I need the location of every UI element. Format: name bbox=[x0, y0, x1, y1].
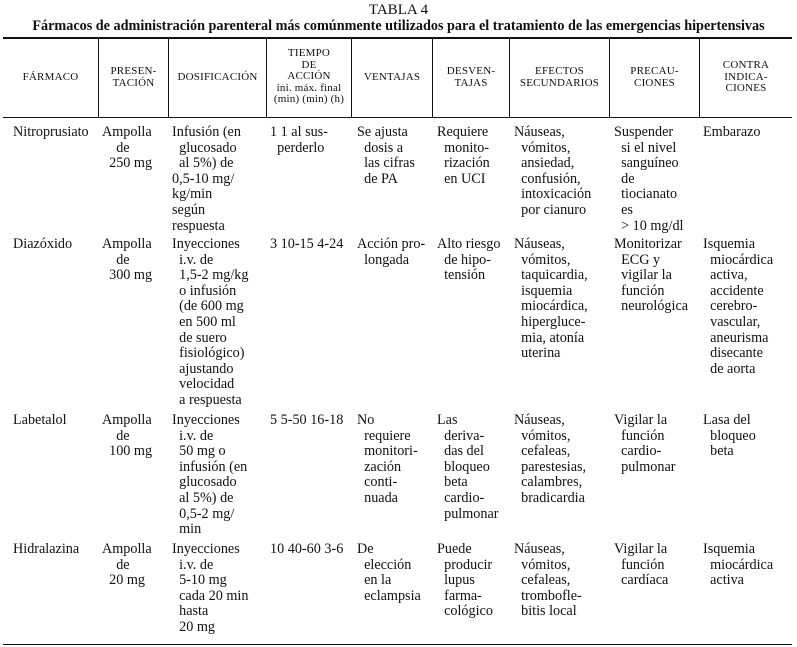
cell-ventajas: De elección en la eclampsia bbox=[357, 541, 421, 604]
cell-tiempo: 10 40-60 3-6 bbox=[270, 541, 344, 557]
cell-presentacion: Ampolla de 100 mg bbox=[102, 412, 153, 460]
cell-efectos: Náuseas, vómitos, ansiedad, confusión, intoxicación por cianuro bbox=[514, 124, 592, 218]
cell-contraindicaciones: Isquemia miocárdica activa, accidente cerebro- vascular, aneurisma disecante de aorta bbox=[703, 236, 774, 377]
cell-presentacion: Ampolla de 300 mg bbox=[102, 236, 153, 284]
header-rule bbox=[3, 117, 792, 118]
cell-dosificacion: Inyecciones i.v. de 5-10 mg cada 20 min hasta 20 mg bbox=[172, 541, 249, 635]
header-efectos: EFECTOS SECUNDARIOS bbox=[519, 65, 600, 89]
header-contraindicaciones: CONTRA INDICA- CIONES bbox=[722, 59, 770, 94]
header-tiempo: TIEMPO DE ACCIÓN ini. máx. final (min) (min) (h) bbox=[273, 47, 345, 105]
cell-precauciones: Monitorizar ECG y vigilar la función neurológica bbox=[614, 236, 689, 315]
cell-dosificacion: Inyecciones i.v. de 50 mg o infusión (en glucosado al 5%) de 0,5-2 mg/ min bbox=[172, 412, 248, 538]
bottom-rule bbox=[3, 644, 792, 645]
header-ventajas: VENTAJAS bbox=[363, 71, 421, 83]
cell-contraindicaciones: Embarazo bbox=[703, 124, 761, 140]
header-farmaco: FÁRMACO bbox=[22, 71, 79, 83]
header-presentacion: PRESEN- TACIÓN bbox=[110, 65, 157, 89]
cell-farmaco: Hidralazina bbox=[13, 541, 80, 557]
table-label: TABLA 4 bbox=[368, 2, 429, 18]
cell-efectos: Náuseas, vómitos, cefaleas, tromboflе- bitis local bbox=[514, 541, 582, 620]
cell-farmaco: Diazóxido bbox=[13, 236, 73, 252]
cell-ventajas: Acción pro- longada bbox=[357, 236, 426, 268]
cell-precauciones: Vigilar la función cardio- pulmonar bbox=[614, 412, 676, 475]
cell-desventajas: Puede producir lupus farma- cológico bbox=[437, 541, 493, 620]
cell-tiempo: 1 1 al sus- perderlo bbox=[270, 124, 328, 156]
cell-desventajas: Requiere monito- rización en UCI bbox=[437, 124, 490, 187]
cell-presentacion: Ampolla de 20 mg bbox=[102, 541, 152, 589]
cell-farmaco: Nitroprusiato bbox=[13, 124, 89, 140]
header-precauciones: PRECAU- CIONES bbox=[630, 65, 679, 89]
cell-precauciones: Suspender si el nivel sanguíneo de tiocianato es > 10 mg/dl bbox=[614, 124, 684, 234]
header-dosificacion: DOSIFICACIÓN bbox=[177, 71, 258, 83]
cell-ventajas: No requiere monitori- zación conti- nuada bbox=[357, 412, 418, 506]
cell-efectos: Náuseas, vómitos, cefaleas, parestesias, calambres, bradicardia bbox=[514, 412, 587, 506]
cell-precauciones: Vigilar la función cardíaca bbox=[614, 541, 669, 589]
cell-efectos: Náuseas, vómitos, taquicardia, isquemia miocárdica, hiperglucе- mia, atonía uterina bbox=[514, 236, 588, 362]
table-title: Fármacos de administración parenteral más comúnmente utilizados para el tratamiento de las emergencias hipertensivas bbox=[32, 18, 765, 34]
cell-tiempo: 5 5-50 16-18 bbox=[270, 412, 344, 428]
cell-ventajas: Se ajusta dosis a las cifras de PA bbox=[357, 124, 415, 187]
header-desventajas: DESVEN- TAJAS bbox=[446, 65, 496, 89]
cell-tiempo: 3 10-15 4-24 bbox=[270, 236, 344, 252]
cell-desventajas: Alto riesgo de hipo- tensión bbox=[437, 236, 501, 284]
top-rule bbox=[3, 37, 792, 39]
cell-dosificacion: Infusión (en glucosado al 5%) de 0,5-10 mg/ kg/min según respuesta bbox=[172, 124, 241, 234]
cell-dosificacion: Inyecciones i.v. de 1,5-2 mg/kg o infusión (de 600 mg en 500 ml de suero fisiológico) ajustando velocidad a respuesta bbox=[172, 236, 249, 408]
cell-desventajas: Las deriva- das del bloqueo beta cardio- pulmonar bbox=[437, 412, 499, 522]
cell-contraindicaciones: Lasa del bloqueo beta bbox=[703, 412, 756, 460]
cell-farmaco: Labetalol bbox=[13, 412, 67, 428]
cell-contraindicaciones: Isquemia miocárdica activa bbox=[703, 541, 774, 589]
cell-presentacion: Ampolla de 250 mg bbox=[102, 124, 153, 172]
